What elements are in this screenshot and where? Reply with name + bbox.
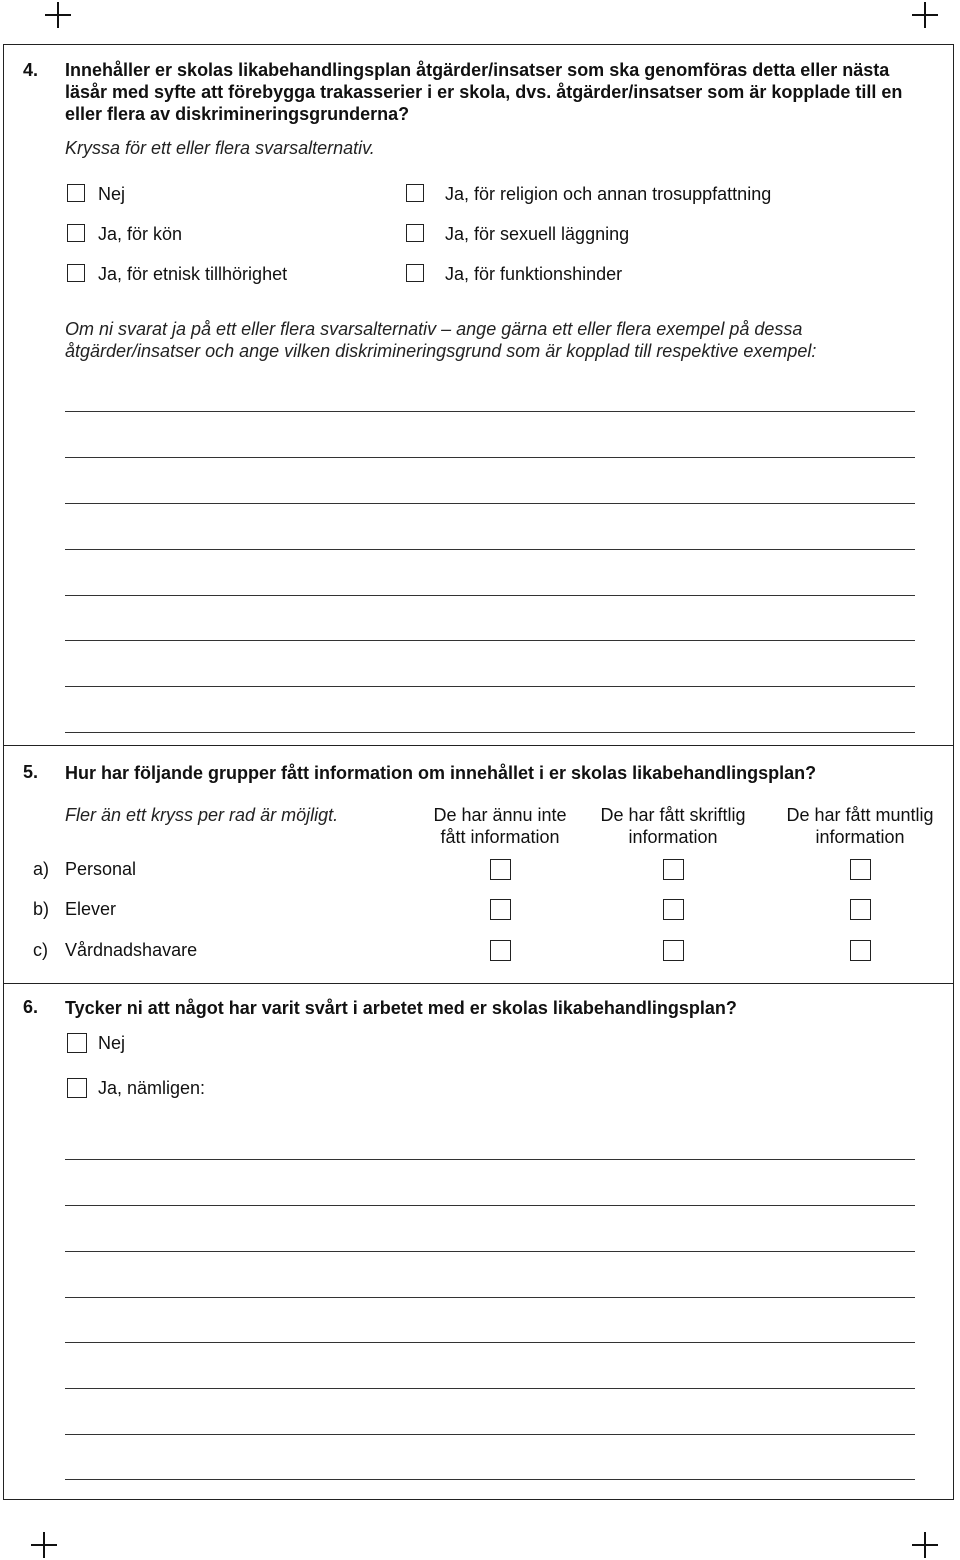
checkbox-vardnadshavare-inte[interactable] [490,940,511,961]
question-number: 6. [23,997,39,1017]
checkbox-personal-skriftlig[interactable] [663,859,684,880]
answer-line[interactable] [65,1251,915,1252]
answer-line[interactable] [65,1479,915,1480]
checkbox-q6-nej[interactable] [67,1033,87,1053]
option-label: Ja, för funktionshinder [445,264,623,284]
column-header: De har ännu inte fått information [433,805,567,847]
question-text: Innehåller er skolas likabehandlingsplan åtgärder/insatser som ska genomföras detta eller nästa läsår med syfte att förebygga trakasserier i er skola, dvs. åtgärder/insatser som är kopplade till en eller flera av diskrimineringsgrunderna? [65,60,903,124]
option-label: Ja, för religion och annan trosuppfattning [445,184,772,204]
answer-line[interactable] [65,1388,915,1389]
checkbox-elever-skriftlig[interactable] [663,899,684,920]
row-label: Personal [65,859,137,879]
followup-instruction: Om ni svarat ja på ett eller flera svarsalternativ – ange gärna ett eller flera exempel på dessa åtgärder/insatser och ange vilken diskrimineringsgrund som är kopplad till respektive exempel: [65,319,817,361]
checkbox-personal-muntlig[interactable] [850,859,871,880]
instruction-text: Kryssa för ett eller flera svarsalternativ. [65,138,375,158]
checkbox-sexuell[interactable] [406,224,424,242]
answer-line[interactable] [65,1342,915,1343]
question-text: Tycker ni att något har varit svårt i arbetet med er skolas likabehandlingsplan? [65,998,737,1018]
answer-line[interactable] [65,732,915,733]
row-label: Elever [65,899,117,919]
row-letter: c) [33,940,48,960]
option-label: Ja, för etnisk tillhörighet [98,264,288,284]
section-divider [3,745,954,746]
option-label: Ja, för kön [98,224,183,244]
option-label: Nej [98,184,126,204]
row-letter: b) [33,899,50,919]
section-divider [3,983,954,984]
instruction-text: Fler än ett kryss per rad är möjligt. [65,805,339,825]
column-header: De har fått muntlig information [786,805,934,847]
answer-line[interactable] [65,1159,915,1160]
option-label: Ja, nämligen: [98,1078,206,1098]
answer-line[interactable] [65,640,915,641]
checkbox-elever-inte[interactable] [490,899,511,920]
answer-line[interactable] [65,411,915,412]
question-number: 4. [23,60,39,80]
column-header: De har fått skriftlig information [600,805,746,847]
question-number: 5. [23,762,39,782]
checkbox-elever-muntlig[interactable] [850,899,871,920]
checkbox-q6-ja[interactable] [67,1078,87,1098]
answer-line[interactable] [65,457,915,458]
row-label: Vårdnadshavare [65,940,198,960]
crop-mark-bottom-right [912,1532,938,1558]
checkbox-kon[interactable] [67,224,85,242]
checkbox-vardnadshavare-skriftlig[interactable] [663,940,684,961]
crop-mark-top-left [45,2,71,28]
checkbox-religion[interactable] [406,184,424,202]
answer-line[interactable] [65,503,915,504]
checkbox-personal-inte[interactable] [490,859,511,880]
answer-line[interactable] [65,549,915,550]
option-label: Ja, för sexuell läggning [445,224,630,244]
option-label: Nej [98,1033,126,1053]
crop-mark-top-right [912,2,938,28]
crop-mark-bottom-left [31,1532,57,1558]
question-text: Hur har följande grupper fått information om innehållet i er skolas likabehandlingsplan? [65,763,817,783]
checkbox-funktionshinder[interactable] [406,264,424,282]
answer-line[interactable] [65,595,915,596]
checkbox-etnisk[interactable] [67,264,85,282]
answer-line[interactable] [65,1205,915,1206]
checkbox-vardnadshavare-muntlig[interactable] [850,940,871,961]
row-letter: a) [33,859,50,879]
answer-line[interactable] [65,1297,915,1298]
answer-line[interactable] [65,1434,915,1435]
answer-line[interactable] [65,686,915,687]
checkbox-nej[interactable] [67,184,85,202]
